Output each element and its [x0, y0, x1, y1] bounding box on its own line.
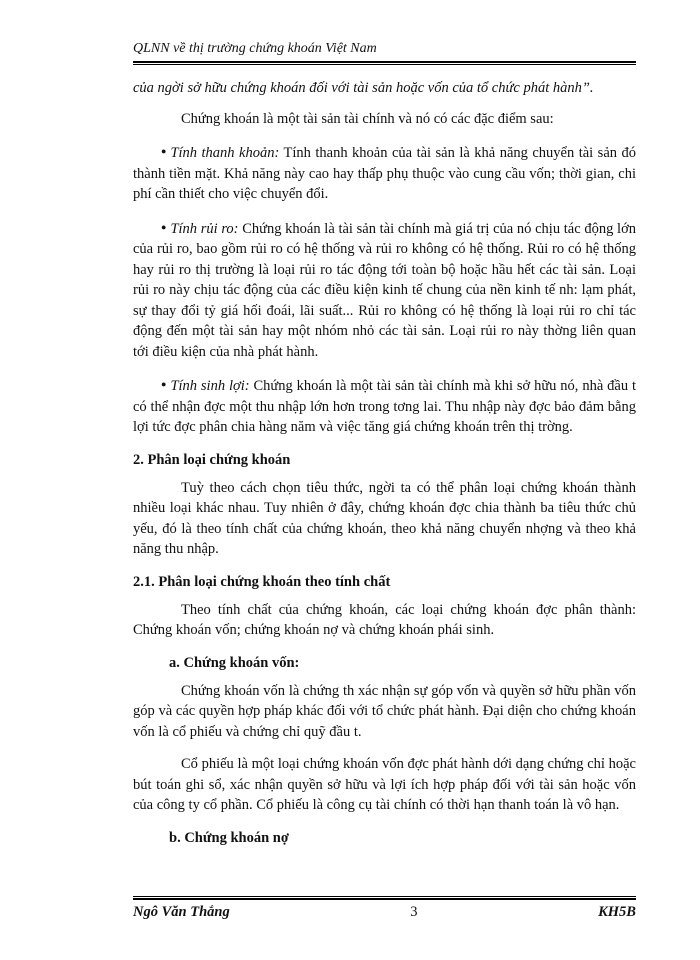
subsection-a-paragraph-1: Chứng khoán vốn là chứng th xác nhận sự góp vốn và quyền sở hữu phần vốn góp và các quyền hợp pháp khác đối với tổ chức phát hành. Đại diện cho chứng khoán vốn là cổ phiếu và chứng chỉ quỹ đầu t.	[133, 682, 636, 740]
bullet-text: Chứng khoán là tài sản tài chính mà giá trị của nó chịu tác động lớn của rủi ro, bao gồm rủi ro có hệ thống và rủi ro không có hệ thống. Rủi ro có hệ thống hay rủi ro thị trường là loại rủi ro tác động tới toàn bộ hoặc hầu hết các tài sản. Loại rủi ro này chịu tác động của các điều kiện kinh tế chung của nền kinh tế nh: lạm phát, sự thay đổi tỷ giá hối đoái, lãi suất... Rủi ro không có hệ thống là loại rủi ro chỉ tác động đến một tài sản hay một nhóm nhỏ các tài sản. Loại rủi ro này thờng liên quan tới điều kiện của nhà phát hành.	[133, 220, 636, 360]
bullet-risk	[133, 217, 636, 363]
bullet-term: Tính thanh khoản:	[170, 145, 280, 161]
section-2-paragraph: Tuỳ theo cách chọn tiêu thức, ngời ta có thể phân loại chứng khoán thành nhiều loại khác nhau. Tuy nhiên ở đây, chứng khoán đợc chia thành ba tiêu thức chủ yếu, đó là theo tính chất của chứng khoán, theo khả năng chuyển nhợng và theo khả năng thu nhập.	[133, 479, 636, 557]
intro-paragraph: Chứng khoán là một tài sản tài chính và nó có các đặc điểm sau:	[181, 110, 554, 127]
subsection-b-heading: b. Chứng khoán nợ	[169, 829, 289, 846]
bullet-term: Tính sinh lợi:	[170, 378, 250, 394]
header-title: QLNN về thị trường chứng khoán Việt Nam	[133, 41, 377, 56]
page-number: 3	[410, 904, 418, 920]
document-body	[133, 78, 636, 856]
page-footer	[133, 903, 636, 921]
header-rule-thin	[133, 64, 636, 65]
bullet-text: Chứng khoán là một tài sản tài chính mà khi sở hữu nó, nhà đầu t có thể nhận đợc một thu nhập lớn hơn trong tơng lai. Thu nhập này đợc bảo đảm bằng lợi tức đợc phân chia hàng năm và việc tăng giá chứng khoán trên thị trờng.	[133, 378, 636, 435]
section-2-1-heading: 2.1. Phân loại chứng khoán theo tính chất	[133, 573, 391, 590]
bullet-icon: ●	[161, 221, 167, 232]
bullet-term: Tính rủi ro:	[170, 220, 239, 237]
section-2-1-paragraph: Theo tính chất của chứng khoán, các loại chứng khoán đợc phân thành: Chứng khoán vốn; chứng khoán nợ và chứng khoán phái sinh.	[133, 601, 636, 638]
quote-paragraph: của ngời sở hữu chứng khoán đối với tài sản hoặc vốn của tổ chức phát hành”.	[133, 80, 594, 96]
footer-rule-thin	[133, 896, 636, 897]
page-header	[133, 40, 636, 58]
bullet-liquidity	[133, 141, 636, 205]
subsection-a-paragraph-2: Cổ phiếu là một loại chứng khoán vốn đợc phát hành dới dạng chứng chỉ hoặc bút toán ghi sổ, xác nhận quyền sở hữu và lợi ích hợp pháp đối với tài sản hoặc vốn của công ty cổ phần. Cổ phiếu là công cụ tài chính có thời hạn thanh toán là vô hạn.	[133, 756, 636, 813]
bullet-icon: ●	[161, 146, 167, 156]
header-rule	[133, 61, 636, 63]
footer-rule	[133, 898, 636, 900]
footer-code: KH5B	[598, 904, 636, 920]
section-2-heading: 2. Phân loại chứng khoán	[133, 451, 291, 468]
bullet-icon: ●	[161, 379, 167, 389]
bullet-profitability	[133, 374, 636, 438]
subsection-a-heading: a. Chứng khoán vốn:	[169, 654, 300, 671]
footer-author: Ngô Văn Thắng	[133, 904, 230, 920]
bullet-text: Tính thanh khoản của tài sản là khả năng chuyển tài sản đó thành tiền mặt. Khả năng này cao hay thấp phụ thuộc vào cung cầu vốn; thời gian, chi phí cần thiết cho việc chuyển đổi.	[133, 145, 636, 202]
